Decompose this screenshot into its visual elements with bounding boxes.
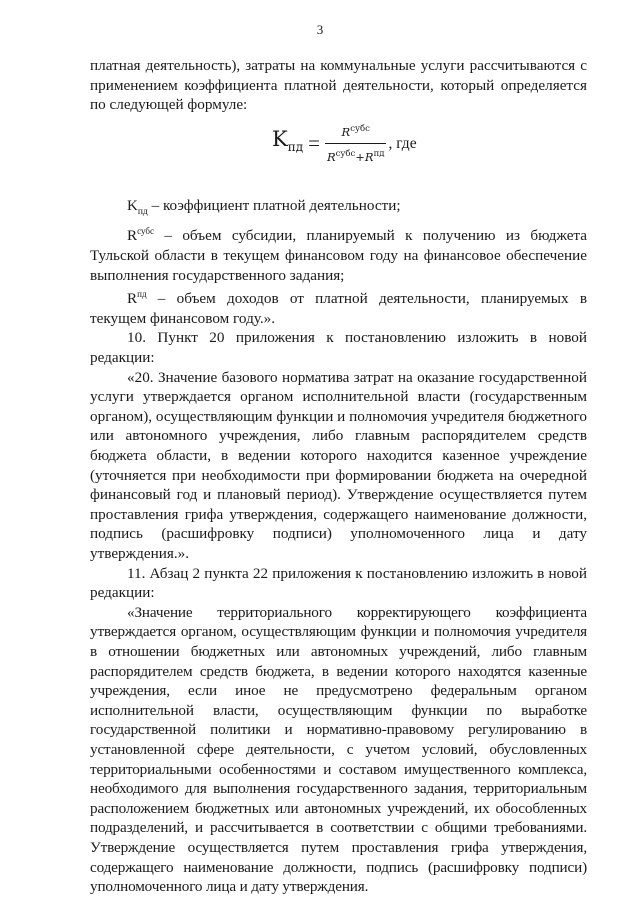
item-11-heading: 11. Абзац 2 пункта 22 приложения к постановлению изложить в новой редакции: [90, 564, 587, 602]
definition-k-sub: пд [137, 206, 148, 217]
formula [272, 120, 417, 168]
numerator-superscript: субс [350, 123, 370, 134]
definition-r1-text: – объем субсидии, планируемый к получению из бюджета Тульской области в текущем финансовом году на финансовое обеспечение выполнения государственного задания; [90, 227, 587, 284]
document-body [90, 56, 587, 897]
definition-k-main: K [127, 197, 138, 214]
formula-suffix: , где [388, 134, 417, 152]
definition-r2-sup: пд [137, 289, 147, 300]
denominator-superscript-2: пд [373, 149, 385, 160]
definition-k [90, 196, 587, 223]
definition-r2-symbol [127, 290, 147, 307]
formula-equals: = [308, 130, 320, 155]
numerator-symbol: R [341, 124, 351, 139]
definition-k-symbol [127, 197, 148, 217]
formula-lhs-symbol: K [272, 126, 288, 151]
definition-r1-symbol [127, 227, 154, 244]
definition-r1-main: R [127, 227, 138, 245]
intro-paragraph: платная деятельность), затраты на коммунальные услуги рассчитываются с применением коэффициента платной деятельности, который определяется по следующей формуле: [90, 57, 587, 114]
definition-r1-sup: субс [137, 226, 154, 237]
formula-lhs [272, 126, 304, 158]
item-10-heading: 10. Пункт 20 приложения к постановлению изложить в новой редакции: [90, 329, 587, 367]
definition-r-paid [90, 285, 587, 328]
page-number: 3 [316, 22, 324, 37]
formula-numerator [340, 120, 372, 143]
formula-denominator [325, 144, 387, 167]
denominator-superscript-1: субс [335, 149, 356, 160]
definition-k-text: – коэффициент платной деятельности; [147, 196, 401, 214]
formula-fraction [325, 120, 387, 168]
denominator-symbol-2: R [364, 150, 374, 165]
definition-r2-main: R [127, 290, 138, 308]
item-10-quote: «20. Значение базового норматива затрат на оказание государственной услуги утверждается органом исполнительной власти (государственным органом), осуществляющим функции и полномочия учредителя бюджетного или автономного учреждения, либо главным распорядителем средств бюджета области, в ведении которого находится казенное учреждение (уточняется при необходимости при формировании бюджета на очередной финансовый год и плановый период). Утверждение осуществляется путем проставления грифа утверждения, содержащего наименование должности, подпись (расшифровку подписи) уполномоченного лица и дату утверждения.». [90, 368, 587, 562]
definition-r-subsidy [90, 222, 587, 285]
item-11-quote: «Значение территориального корректирующего коэффициента утверждается органом, осуществляющим функции и полномочия учредителя в отношении бюджетных или автономных учреждений, либо главным распорядителем средств бюджета, в ведении которого находятся казенные учреждения, если иное не предусмотрено федеральным органом исполнительной власти, осуществляющим функции по выработке государственной политики и нормативно-правовому регулированию в установленной сфере деятельности, с учетом условий, обусловленных территориальными особенностями и составом имущественного комплекса, необходимого для выполнения государственного задания, территориальным расположением бюджетных или автономных учреждений, их обособленных подразделений, и рассчитывается в соответствии с общими требованиями. Утверждение осуществляется путем проставления грифа утверждения, содержащего наименование должности, подпись (расшифровку подписи) уполномоченного лица и дату утверждения. [90, 603, 587, 896]
spacer [90, 178, 587, 196]
formula-block [90, 116, 587, 178]
denominator-plus: + [355, 150, 365, 165]
formula-lhs-subscript: пд [287, 140, 304, 154]
denominator-symbol-1: R [326, 150, 336, 165]
definition-r2-text: – объем доходов от платной деятельности, планируемых в текущем финансовом году.». [90, 290, 587, 327]
